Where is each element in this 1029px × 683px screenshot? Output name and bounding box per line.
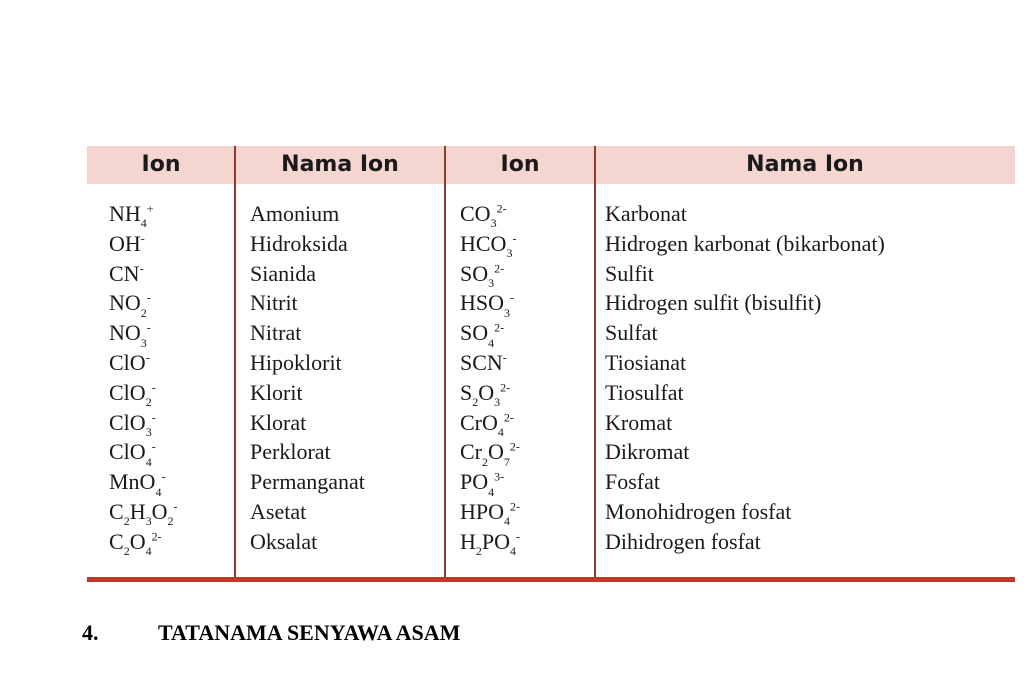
ion-name: Sianida (250, 260, 316, 286)
formula-symbol: CN (109, 260, 140, 286)
formula-subscript: 2 (482, 454, 488, 469)
formula-charge: 2- (494, 320, 505, 335)
formula-charge: - (161, 469, 166, 484)
section-heading (82, 620, 460, 646)
ion-formula-column-right (460, 199, 520, 557)
header-ion-left: Ion (141, 152, 181, 177)
header-ion-right: Ion (500, 152, 540, 177)
formula-charge: - (146, 320, 151, 335)
ion-name: Amonium (250, 201, 340, 226)
formula-charge: 2- (509, 440, 520, 455)
formula-subscript: 2 (472, 395, 479, 410)
formula-subscript: 4 (488, 335, 495, 350)
formula-symbol: CO (460, 201, 491, 226)
ion-name: Fosfat (605, 469, 660, 495)
ion-formula (460, 348, 520, 378)
formula-symbol: SO (460, 320, 489, 346)
formula-subscript: 3 (488, 275, 495, 290)
ion-formula (460, 229, 520, 259)
formula-symbol: NH (109, 201, 141, 226)
formula-charge: + (146, 201, 154, 216)
ion-name: Dikromat (605, 439, 690, 465)
formula-subscript: 7 (503, 454, 510, 469)
ion-formula (109, 288, 177, 318)
formula-charge: - (512, 231, 517, 246)
header-name-right: Nama Ion (746, 152, 864, 177)
ion-formula (109, 378, 177, 408)
formula-symbol: HSO (460, 290, 505, 316)
formula-symbol: C (109, 528, 124, 554)
formula-charge: - (502, 350, 507, 365)
ion-formula (109, 229, 177, 259)
formula-subscript: 2 (123, 544, 130, 559)
formula-symbol: H (460, 528, 476, 554)
formula-symbol: NO (109, 320, 141, 346)
formula-symbol: Cr (460, 439, 482, 465)
ion-formula-column-left (109, 199, 177, 557)
formula-subscript: 2 (475, 544, 482, 559)
section-number: 4. (82, 620, 99, 645)
formula-subscript: 4 (488, 484, 495, 499)
ion-name: Monohidrogen fosfat (605, 498, 792, 524)
formula-symbol: O (478, 379, 495, 405)
formula-symbol: O (129, 528, 146, 554)
formula-charge: - (146, 291, 151, 306)
formula-subscript: 4 (504, 514, 511, 529)
formula-charge: 2- (503, 410, 514, 425)
formula-charge: 3- (494, 469, 505, 484)
formula-subscript: 3 (494, 395, 501, 410)
formula-symbol: MnO (109, 469, 156, 495)
formula-subscript: 3 (506, 246, 513, 261)
formula-subscript: 3 (140, 335, 147, 350)
formula-subscript: 3 (145, 514, 152, 529)
formula-charge: - (145, 350, 150, 365)
formula-subscript: 3 (145, 424, 152, 439)
ion-formula (109, 318, 177, 348)
column-divider (234, 146, 236, 577)
formula-symbol: SCN (460, 349, 503, 375)
formula-charge: 2- (496, 201, 507, 216)
formula-subscript: 4 (155, 484, 162, 499)
ion-name: Sulfit (605, 260, 654, 286)
ion-name: Hidrogen sulfit (bisulfit) (605, 290, 822, 316)
formula-charge: - (140, 231, 145, 246)
ion-formula (460, 527, 520, 557)
formula-subscript: 2 (145, 395, 152, 410)
ion-name: Oksalat (250, 528, 318, 554)
ion-formula (460, 199, 520, 229)
formula-subscript: 4 (140, 216, 147, 231)
formula-symbol: NO (109, 290, 141, 316)
formula-charge: 2- (151, 529, 162, 544)
ion-name: Karbonat (605, 201, 687, 226)
formula-symbol: O (151, 498, 168, 524)
section-title: TATANAMA SENYAWA ASAM (158, 620, 461, 645)
formula-charge: - (151, 440, 156, 455)
formula-charge: - (151, 380, 156, 395)
formula-subscript: 2 (123, 514, 130, 529)
ion-formula (109, 259, 177, 289)
ion-name: Perklorat (250, 439, 331, 465)
column-divider (594, 146, 596, 577)
formula-charge: - (151, 410, 156, 425)
column-divider (444, 146, 446, 577)
formula-symbol: H (129, 498, 146, 524)
formula-symbol: PO (460, 469, 489, 495)
ion-name: Klorit (250, 379, 303, 405)
ion-name: Tiosianat (605, 349, 687, 375)
ion-formula (109, 527, 177, 557)
formula-charge: - (173, 499, 178, 514)
ion-name: Klorat (250, 409, 307, 435)
ion-name: Asetat (250, 498, 307, 524)
ion-formula (109, 348, 177, 378)
formula-symbol: PO (481, 528, 511, 554)
formula-charge: 2- (494, 261, 505, 276)
ion-name: Dihidrogen fosfat (605, 528, 761, 554)
ion-formula (460, 378, 520, 408)
formula-charge: 2- (510, 499, 521, 514)
ion-table (87, 146, 1015, 582)
formula-subscript: 4 (145, 544, 152, 559)
formula-symbol: ClO (109, 349, 146, 375)
header-name-left: Nama Ion (281, 152, 399, 177)
formula-subscript: 4 (145, 454, 152, 469)
formula-charge: - (516, 529, 521, 544)
formula-charge: - (510, 291, 515, 306)
formula-symbol: HCO (460, 230, 507, 256)
formula-symbol: ClO (109, 439, 146, 465)
ion-formula (109, 437, 177, 467)
formula-subscript: 2 (167, 514, 174, 529)
formula-subscript: 3 (490, 216, 497, 231)
formula-symbol: ClO (109, 379, 146, 405)
ion-name-column-right (605, 199, 885, 557)
formula-symbol: S (460, 379, 473, 405)
ion-name-column-left (250, 199, 365, 557)
formula-charge: - (139, 261, 144, 276)
ion-formula (109, 497, 177, 527)
ion-name: Permanganat (250, 469, 365, 495)
formula-symbol: CrO (460, 409, 498, 435)
formula-subscript: 3 (504, 305, 511, 320)
ion-formula (460, 408, 520, 438)
ion-name: Tiosulfat (605, 379, 684, 405)
ion-name: Nitrit (250, 290, 298, 316)
ion-formula (460, 497, 520, 527)
ion-formula (109, 467, 177, 497)
ion-name: Hidroksida (250, 230, 348, 256)
ion-formula (460, 437, 520, 467)
formula-charge: 2- (500, 380, 511, 395)
ion-name: Hidrogen karbonat (bikarbonat) (605, 230, 885, 256)
ion-name: Sulfat (605, 320, 658, 346)
formula-symbol: SO (460, 260, 489, 286)
formula-subscript: 4 (497, 424, 504, 439)
formula-subscript: 2 (140, 305, 147, 320)
table-bottom-rule (87, 577, 1015, 582)
ion-formula (460, 288, 520, 318)
ion-formula (460, 318, 520, 348)
formula-symbol: C (109, 498, 124, 524)
ion-formula (460, 259, 520, 289)
ion-formula (460, 467, 520, 497)
formula-symbol: ClO (109, 409, 146, 435)
formula-symbol: HPO (460, 498, 505, 524)
formula-subscript: 4 (510, 544, 517, 559)
ion-name: Hipoklorit (250, 349, 342, 375)
ion-formula (109, 199, 177, 229)
formula-symbol: OH (109, 230, 141, 256)
ion-name: Kromat (605, 409, 673, 435)
ion-formula (109, 408, 177, 438)
ion-name: Nitrat (250, 320, 302, 346)
formula-symbol: O (488, 439, 504, 465)
